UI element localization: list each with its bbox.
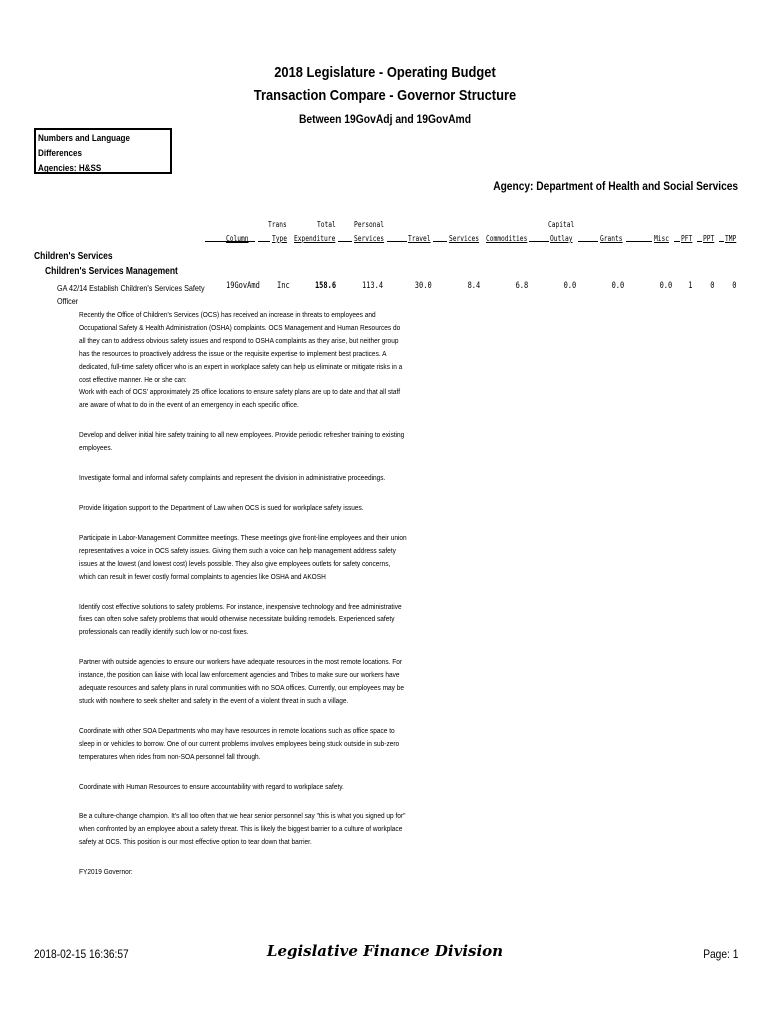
cell-grants: 0.0: [611, 281, 624, 291]
col-header-trans-2: Type: [272, 234, 288, 243]
header-rule: [578, 241, 598, 242]
col-header-tmp: TMP: [725, 234, 737, 243]
col-header-misc: Misc: [654, 234, 670, 243]
cell-commodities: 6.8: [515, 281, 528, 291]
footer-page-number: Page: 1: [702, 947, 738, 961]
cell-misc: 0.0: [659, 281, 672, 291]
header-rule: [674, 241, 680, 242]
cell-column: 19GovAmd: [226, 281, 260, 291]
cell-personal: 113.4: [361, 281, 383, 291]
description-paragraph: Provide litigation support to the Department of Law when OCS is sued for workplace safety issues.: [79, 502, 364, 512]
agency-label: Agency: Department of Health and Social Services: [493, 179, 738, 193]
footer-logo: Legislative Finance Division: [266, 942, 504, 960]
header-rule: [433, 241, 447, 242]
description-paragraph: Partner with outside agencies to ensure our workers have adequate resources in the most remote locations. For instance, the position can liaise with local law enforcement agencies and Tribes to make sure our workers have adequate resources and safety plans in rural communities with no SOA offices. Currently, our employees may be stuck with nowhere to seek shelter and safety in the event of a violent threat in such a village.: [79, 657, 405, 705]
col-header-trans-1: Trans: [268, 220, 287, 229]
description-paragraph: Coordinate with Human Resources to ensure accountability with regard to workplace safety.: [79, 781, 344, 791]
col-header-pft: PFT: [681, 234, 693, 243]
section-heading: Children's Services: [34, 251, 113, 262]
cell-travel: 30.0: [415, 281, 432, 291]
cell-pft: 1: [687, 281, 692, 291]
report-subtitle: Transaction Compare - Governor Structure: [253, 87, 517, 104]
col-header-personal-2: Services: [354, 234, 385, 243]
filter-line-2: Differences: [38, 148, 82, 159]
header-rule: [697, 241, 702, 242]
filter-line-1: Numbers and Language: [38, 133, 130, 144]
transaction-description: [79, 309, 479, 896]
subsection-heading: Children's Services Management: [45, 266, 178, 277]
report-comparison: Between 19GovAdj and 19GovAmd: [298, 112, 472, 126]
header-rule: [338, 241, 352, 242]
col-header-capital-1: Capital: [548, 220, 575, 229]
description-paragraph: FY2019 Governor:: [79, 867, 133, 877]
header-rule: [387, 241, 407, 242]
description-paragraph: Develop and deliver initial hire safety training to all new employees. Provide periodic refresher training to existing employees.: [79, 430, 405, 453]
transaction-label-line-2: Officer: [57, 296, 79, 306]
cell-trans-type: Inc: [277, 281, 290, 291]
col-header-travel: Travel: [408, 234, 431, 243]
header-rule: [258, 241, 270, 242]
description-paragraph: Recently the Office of Children's Services (OCS) has received an increase in threats to employees and Occupational Safety & Health Administration (OSHA) complaints. OCS Management and Human Resources do all they can to address obvious safety issues and respond to OSHA complaints as they arise, but neither group has the resources to proactively address the issue or the requisite expertise to implement best practices. A dedicated, full-time safety officer who is an expert in workplace safety can help us eliminate or mitigate risks in a cost effective manner. He or she can: Work with each of OCS' approximately 25 office locations to ensure safety plans are up to date and that all staff are aware of what to do in the event of an emergency in each specific office.: [79, 310, 403, 410]
cell-capital: 0.0: [563, 281, 576, 291]
header-rule: [205, 241, 255, 242]
col-header-capital-2: Outlay: [550, 234, 573, 243]
cell-services: 8.4: [467, 281, 480, 291]
description-paragraph: Coordinate with other SOA Departments who may have resources in remote locations such as office space to sleep in or vehicles to borrow. One of our current problems involves employees being stuck outside in sub-zero temperatures when rides from non-SOA personnel fall through.: [79, 725, 400, 761]
footer-timestamp: 2018-02-15 16:36:57: [34, 947, 129, 961]
description-paragraph: Be a culture-change champion. It's all too often that we hear senior personnel say "this is what you signed up for" when confronted by an employee about a safety threat. This is likely the biggest barrier to a culture of workplace safety at OCS. This position is our most effective option to tear down that barrier.: [79, 811, 406, 847]
cell-tmp: 0: [731, 281, 736, 291]
col-header-commodities: Commodities: [486, 234, 528, 243]
cell-ppt: 0: [709, 281, 714, 291]
description-paragraph: Identify cost effective solutions to safety problems. For instance, inexpensive technology and free administrative fixes can often solve safety problems that would otherwise necessitate building remodels. Experienced safety professionals can readily identify such low or no-cost fixes.: [79, 601, 402, 637]
description-paragraph: Participate in Labor-Management Committee meetings. These meetings give front-line employees and their union representatives a voice in OCS safety issues. Giving them such a voice can help management address safety issues at the lowest (and lowest cost) levels possible. They also give employees outlets for safety concerns, which can result in fewer costly formal complaints to agencies like OSHA and AKOSH: [79, 532, 407, 581]
description-paragraph: Investigate formal and informal safety complaints and represent the division in administrative proceedings.: [79, 473, 386, 483]
report-title: 2018 Legislature - Operating Budget: [274, 64, 496, 81]
transaction-label-line-1: GA 42/14 Establish Children's Services Safety: [57, 283, 205, 293]
col-header-total-1: Total: [317, 220, 336, 229]
header-rule: [529, 241, 549, 242]
header-rule: [626, 241, 652, 242]
cell-total: 158.6: [314, 281, 336, 291]
filter-box: [34, 128, 172, 174]
col-header-column: Column: [226, 234, 249, 243]
col-header-grants: Grants: [600, 234, 623, 243]
col-header-personal-1: Personal: [354, 220, 385, 229]
filter-line-3: Agencies: H&SS: [38, 163, 102, 174]
header-rule: [719, 241, 724, 242]
col-header-ppt: PPT: [703, 234, 715, 243]
col-header-total-2: Expenditure: [294, 234, 336, 243]
transaction-label: [57, 282, 227, 308]
col-header-services: Services: [449, 234, 480, 243]
